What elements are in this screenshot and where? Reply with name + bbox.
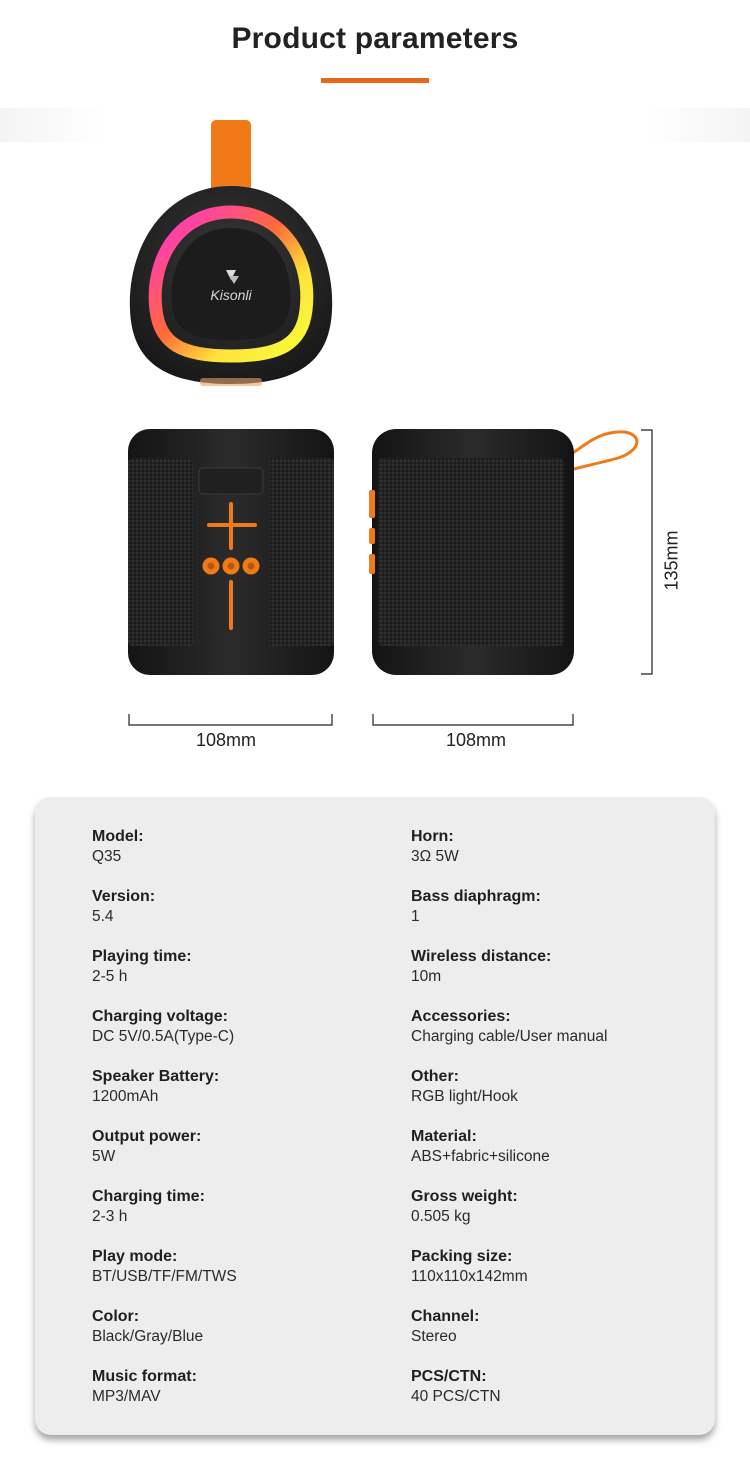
spec-label: Model: (92, 828, 144, 845)
volume-down-vertical (229, 580, 233, 630)
spec-label: Wireless distance: (411, 948, 552, 965)
spec-value: MP3/MAV (92, 1388, 161, 1405)
spec-item (92, 1127, 392, 1167)
spec-value: ABS+fabric+silicone (411, 1148, 550, 1165)
spec-item (411, 947, 711, 987)
spec-item (411, 1247, 711, 1287)
fabric-grille-left (128, 458, 193, 646)
spec-label: Playing time: (92, 948, 192, 965)
spec-item (92, 1067, 392, 1107)
spec-label: Charging voltage: (92, 1008, 229, 1025)
speaker-front-view (128, 429, 334, 675)
spec-value: Stereo (411, 1328, 457, 1345)
spec-item (92, 1367, 392, 1407)
spec-label: PCS/CTN: (411, 1368, 487, 1385)
spec-label: Music format: (92, 1368, 197, 1385)
spec-value: 1 (411, 908, 420, 925)
spec-item (411, 887, 711, 927)
speaker-side-view (369, 429, 637, 675)
spec-value: Black/Gray/Blue (92, 1328, 204, 1345)
spec-label: Charging time: (92, 1188, 205, 1205)
spec-label: Output power: (92, 1128, 202, 1145)
spec-label: Horn: (411, 828, 454, 845)
spec-label: Play mode: (92, 1248, 178, 1265)
spec-item (411, 1307, 711, 1347)
display-window (199, 468, 263, 494)
spec-card (35, 797, 715, 1435)
spec-item (411, 1367, 711, 1407)
dimension-side-width: 108mm (445, 730, 507, 750)
spec-item (411, 1007, 711, 1047)
speaker-top-view (130, 120, 332, 386)
dimension-front-width: 108mm (195, 730, 257, 750)
brand-wordmark: Kisonli (210, 287, 252, 303)
spec-item (92, 1307, 392, 1347)
spec-label: Color: (92, 1308, 140, 1325)
spec-value: 5W (92, 1148, 116, 1165)
spec-value: 110x110x142mm (411, 1268, 528, 1285)
spec-label: Material: (411, 1128, 477, 1145)
spec-label: Speaker Battery: (92, 1068, 220, 1085)
spec-value: Q35 (92, 848, 122, 865)
spec-item (92, 1007, 392, 1047)
spec-item (411, 1187, 711, 1227)
spec-item (411, 1127, 711, 1167)
spec-label: Channel: (411, 1308, 480, 1325)
volume-up-horizontal (207, 523, 257, 527)
spec-value: 0.505 kg (411, 1208, 471, 1225)
spec-value: 40 PCS/CTN (411, 1388, 501, 1405)
spec-label: Bass diaphragm: (411, 888, 541, 905)
spec-label: Version: (92, 888, 156, 905)
spec-label: Other: (411, 1068, 459, 1085)
spec-label: Accessories: (411, 1008, 511, 1025)
spec-label: Gross weight: (411, 1188, 518, 1205)
spec-value: 10m (411, 968, 442, 985)
spec-value: 2-3 h (92, 1208, 128, 1225)
spec-value: 1200mAh (92, 1088, 159, 1105)
spec-value: RGB light/Hook (411, 1088, 518, 1105)
spec-item (92, 827, 392, 867)
spec-value: BT/USB/TF/FM/TWS (92, 1268, 237, 1285)
spec-value: 3Ω 5W (411, 848, 459, 865)
fabric-grille-side (378, 458, 564, 646)
spec-item (92, 887, 392, 927)
spec-item (92, 1247, 392, 1287)
fabric-grille-right (269, 458, 334, 646)
spec-item (411, 827, 711, 867)
spec-item (92, 1187, 392, 1227)
page-title: Product parameters (231, 22, 519, 55)
spec-item (92, 947, 392, 987)
spec-value: 2-5 h (92, 968, 128, 985)
side-strap (570, 432, 637, 470)
spec-item (411, 1067, 711, 1107)
dimension-height: 135mm (661, 530, 682, 591)
spec-value: DC 5V/0.5A(Type-C) (92, 1028, 235, 1045)
spec-label: Packing size: (411, 1248, 513, 1265)
spec-value: 5.4 (92, 908, 114, 925)
spec-value: Charging cable/User manual (411, 1028, 608, 1045)
